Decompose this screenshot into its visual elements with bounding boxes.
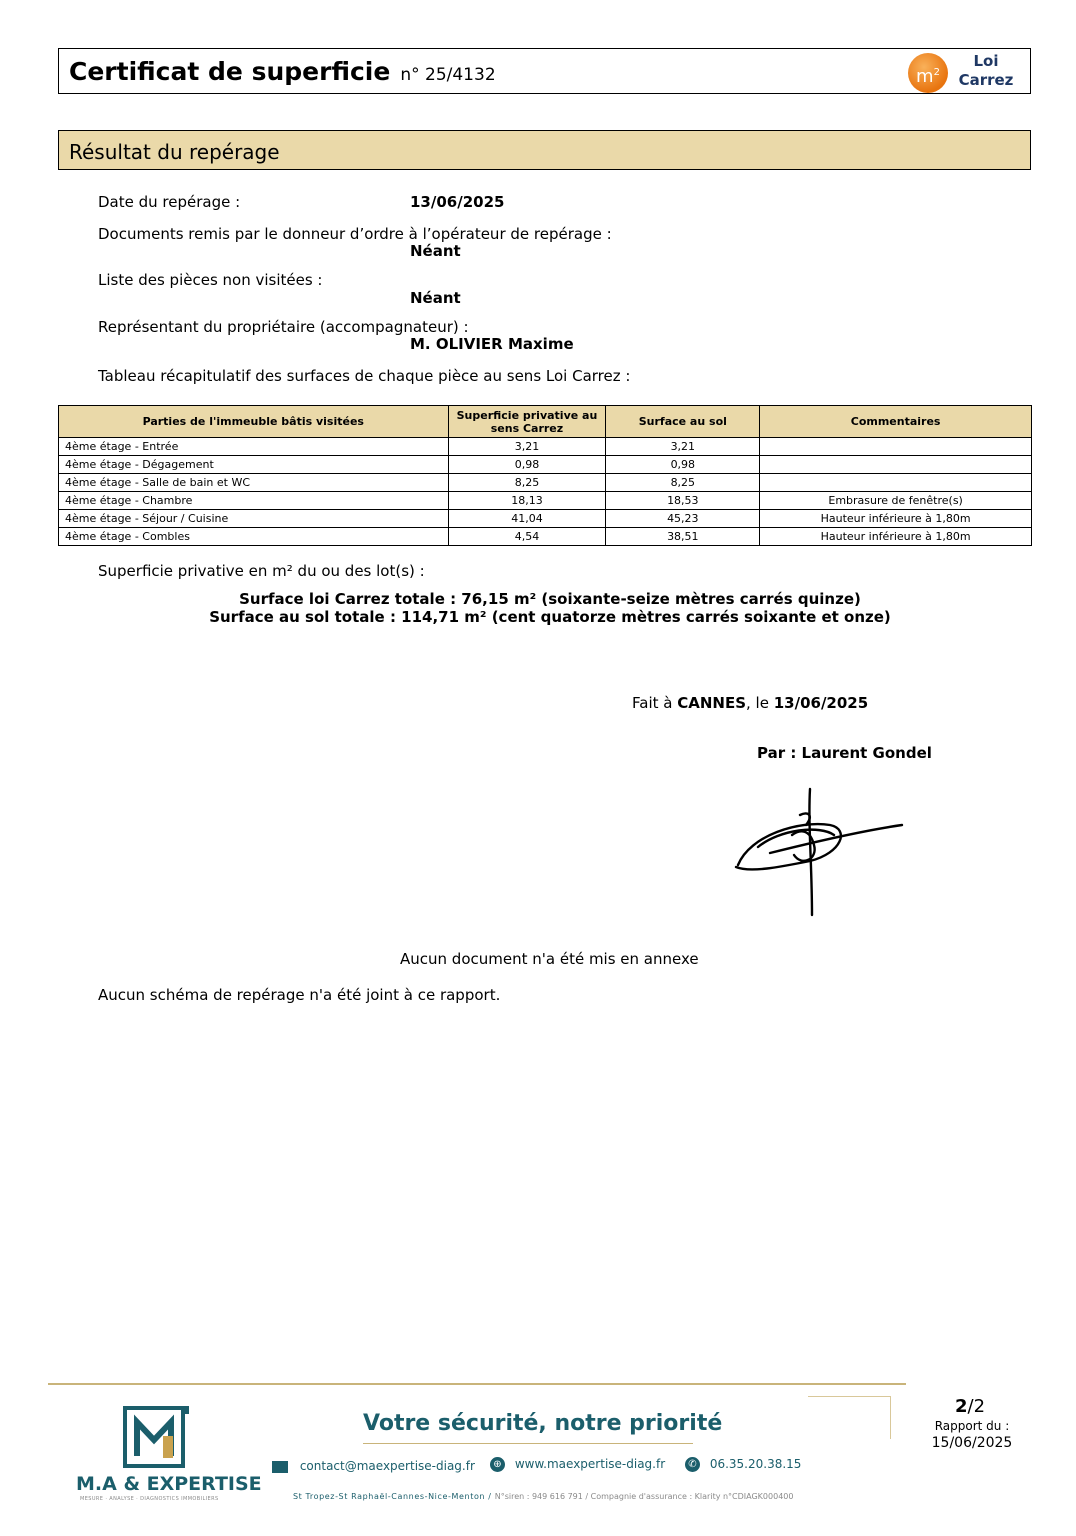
signataire: Par : Laurent Gondel: [757, 744, 932, 762]
company-name: M.A & EXPERTISE: [76, 1473, 262, 1495]
handwritten-signature: [730, 785, 910, 920]
header-parties: Parties de l'immeuble bâtis visitées: [59, 406, 449, 438]
cell-carrez: 3,21: [448, 438, 606, 456]
total-carrez: Surface loi Carrez totale : 76,15 m² (soixante-seize mètres carrés quinze): [239, 590, 861, 608]
loi-carrez-badge: Loi Carrez: [958, 52, 1014, 89]
superficie-label: Superficie privative en m² du ou des lot(s) :: [98, 562, 425, 580]
cell-commentaire: [760, 474, 1032, 492]
cell-commentaire: [760, 438, 1032, 456]
pieces-value: Néant: [410, 289, 461, 307]
representant-value: M. OLIVIER Maxime: [410, 335, 574, 353]
total-sol: Surface au sol totale : 114,71 m² (cent quatorze mètres carrés soixante et onze): [209, 608, 891, 626]
signature-date: 13/06/2025: [773, 694, 869, 712]
surfaces-table: [58, 405, 1032, 546]
table-row: [59, 438, 1032, 456]
fait-a: Fait à CANNES, le 13/06/2025: [632, 694, 869, 712]
footer-siren: N°siren : 949 616 791 / Compagnie d'assurance : Klarity n°CDIAGK000400: [494, 1492, 794, 1501]
date-value: 13/06/2025: [410, 193, 505, 211]
certificate-header: [58, 48, 1031, 94]
globe-icon: ⊕: [490, 1457, 505, 1472]
cell-carrez: 8,25: [448, 474, 606, 492]
footer-frame: [808, 1396, 891, 1439]
tableau-label: Tableau récapitulatif des surfaces de chaque pièce au sens Loi Carrez :: [98, 367, 631, 385]
table-header-row: [59, 406, 1032, 438]
signature-city: CANNES: [677, 694, 747, 712]
representant-label: Représentant du propriétaire (accompagnateur) :: [98, 318, 469, 336]
footer-legal: [293, 1492, 793, 1501]
rapport-label: Rapport du :: [934, 1419, 1010, 1433]
page-number: 2/2: [954, 1396, 986, 1417]
rapport-date: 15/06/2025: [931, 1435, 1013, 1451]
cell-commentaire: Hauteur inférieure à 1,80m: [760, 528, 1032, 546]
footer-website[interactable]: ⊕ www.maexpertise-diag.fr: [490, 1457, 665, 1472]
company-logo-icon: [123, 1406, 189, 1468]
section-header: [58, 130, 1031, 170]
cell-sol: 3,21: [606, 438, 760, 456]
cell-carrez: 0,98: [448, 456, 606, 474]
footer-email[interactable]: contact@maexpertise-diag.fr: [272, 1459, 475, 1473]
cell-partie: 4ème étage - Chambre: [59, 492, 449, 510]
cell-commentaire: [760, 456, 1032, 474]
company-tagline: MESURE · ANALYSE · DIAGNOSTICS IMMOBILIERS: [80, 1496, 219, 1502]
slogan-underline: [363, 1443, 693, 1444]
cell-sol: 45,23: [606, 510, 760, 528]
header-commentaires: Commentaires: [760, 406, 1032, 438]
header-surface-sol: Surface au sol: [606, 406, 760, 438]
table-row: [59, 492, 1032, 510]
header-superficie-carrez: Superficie privative au sens Carrez: [448, 406, 606, 438]
cell-sol: 0,98: [606, 456, 760, 474]
documents-value: Néant: [410, 242, 461, 260]
date-label: Date du repérage :: [98, 193, 241, 211]
footer-slogan: Votre sécurité, notre priorité: [363, 1411, 723, 1436]
annexe-note: Aucun document n'a été mis en annexe: [400, 950, 699, 968]
rapport-date-block: [920, 1418, 1024, 1452]
phone-icon: ✆: [685, 1457, 700, 1472]
title-text: Certificat de superficie: [69, 57, 391, 86]
mail-icon: [272, 1461, 288, 1473]
cell-partie: 4ème étage - Séjour / Cuisine: [59, 510, 449, 528]
table-row: [59, 510, 1032, 528]
documents-label: Documents remis par le donneur d’ordre à l’opérateur de repérage :: [98, 225, 612, 243]
table-row: [59, 474, 1032, 492]
cell-commentaire: Embrasure de fenêtre(s): [760, 492, 1032, 510]
cell-sol: 38,51: [606, 528, 760, 546]
pieces-label: Liste des pièces non visitées :: [98, 271, 323, 289]
table-row: [59, 456, 1032, 474]
cell-carrez: 41,04: [448, 510, 606, 528]
cell-carrez: 18,13: [448, 492, 606, 510]
m2-badge-icon: $m^2$: [908, 53, 948, 93]
footer-divider: [48, 1383, 906, 1385]
page-title: [69, 57, 496, 86]
cell-sol: 18,53: [606, 492, 760, 510]
cell-carrez: 4,54: [448, 528, 606, 546]
cell-partie: 4ème étage - Dégagement: [59, 456, 449, 474]
cell-commentaire: Hauteur inférieure à 1,80m: [760, 510, 1032, 528]
footer-phone[interactable]: ✆ 06.35.20.38.15: [685, 1457, 801, 1472]
cell-partie: 4ème étage - Entrée: [59, 438, 449, 456]
footer-cities: St Tropez-St Raphaël-Cannes-Nice-Menton /: [293, 1492, 492, 1501]
cell-partie: 4ème étage - Salle de bain et WC: [59, 474, 449, 492]
cell-partie: 4ème étage - Combles: [59, 528, 449, 546]
schema-note: Aucun schéma de repérage n'a été joint à ce rapport.: [98, 986, 501, 1004]
certificate-number: n° 25/4132: [400, 65, 496, 85]
cell-sol: 8,25: [606, 474, 760, 492]
section-title: Résultat du repérage: [69, 140, 280, 164]
table-row: [59, 528, 1032, 546]
